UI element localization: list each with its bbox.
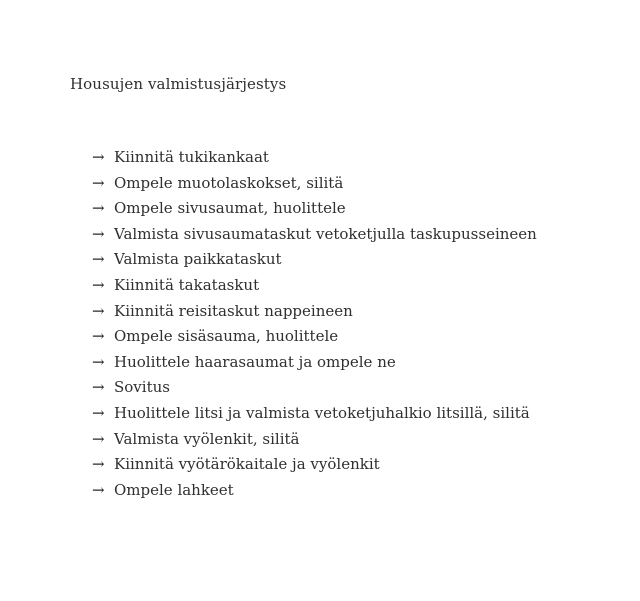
step-item bbox=[92, 247, 537, 273]
step-text: Valmista paikkataskut bbox=[114, 250, 282, 269]
step-text: Ompele muotolaskokset, silitä bbox=[114, 173, 344, 192]
step-item bbox=[92, 401, 537, 427]
step-item bbox=[92, 273, 537, 299]
step-text: Valmista vyölenkit, silitä bbox=[114, 429, 300, 448]
step-item bbox=[92, 452, 537, 478]
steps-list bbox=[92, 145, 537, 503]
arrow-right-icon: → bbox=[92, 301, 105, 320]
arrow-right-icon: → bbox=[92, 480, 105, 499]
step-text: Kiinnitä tukikankaat bbox=[114, 148, 269, 166]
step-item bbox=[92, 427, 537, 453]
step-item bbox=[92, 324, 537, 350]
step-text: Sovitus bbox=[114, 378, 170, 397]
step-text: Huolittele haarasaumat ja ompele ne bbox=[114, 352, 396, 371]
arrow-right-icon: → bbox=[92, 173, 105, 192]
document-title: Housujen valmistusjärjestys bbox=[70, 75, 287, 93]
arrow-right-icon: → bbox=[92, 352, 105, 371]
arrow-right-icon: → bbox=[92, 378, 105, 397]
step-text: Ompele lahkeet bbox=[114, 480, 234, 499]
step-text: Kiinnitä reisitaskut nappeineen bbox=[114, 301, 353, 320]
arrow-right-icon: → bbox=[92, 455, 105, 474]
step-item bbox=[92, 222, 537, 248]
step-item bbox=[92, 145, 537, 171]
step-item bbox=[92, 350, 537, 376]
step-text: Valmista sivusaumataskut vetoketjulla taskupusseineen bbox=[114, 224, 537, 243]
step-item bbox=[92, 375, 537, 401]
arrow-right-icon: → bbox=[92, 403, 105, 422]
arrow-right-icon: → bbox=[92, 327, 105, 346]
step-text: Kiinnitä vyötärökaitale ja vyölenkit bbox=[114, 455, 380, 474]
arrow-right-icon: → bbox=[92, 199, 105, 218]
step-text: Ompele sisäsauma, huolittele bbox=[114, 327, 339, 346]
arrow-right-icon: → bbox=[92, 429, 105, 448]
step-item bbox=[92, 299, 537, 325]
step-text: Ompele sivusaumat, huolittele bbox=[114, 199, 346, 218]
step-item bbox=[92, 171, 537, 197]
step-item bbox=[92, 478, 537, 504]
arrow-right-icon: → bbox=[92, 148, 105, 166]
arrow-right-icon: → bbox=[92, 250, 105, 269]
step-text: Huolittele litsi ja valmista vetoketjuhalkio litsillä, silitä bbox=[114, 403, 530, 422]
step-item bbox=[92, 196, 537, 222]
arrow-right-icon: → bbox=[92, 275, 105, 294]
step-text: Kiinnitä takataskut bbox=[114, 275, 260, 294]
arrow-right-icon: → bbox=[92, 224, 105, 243]
